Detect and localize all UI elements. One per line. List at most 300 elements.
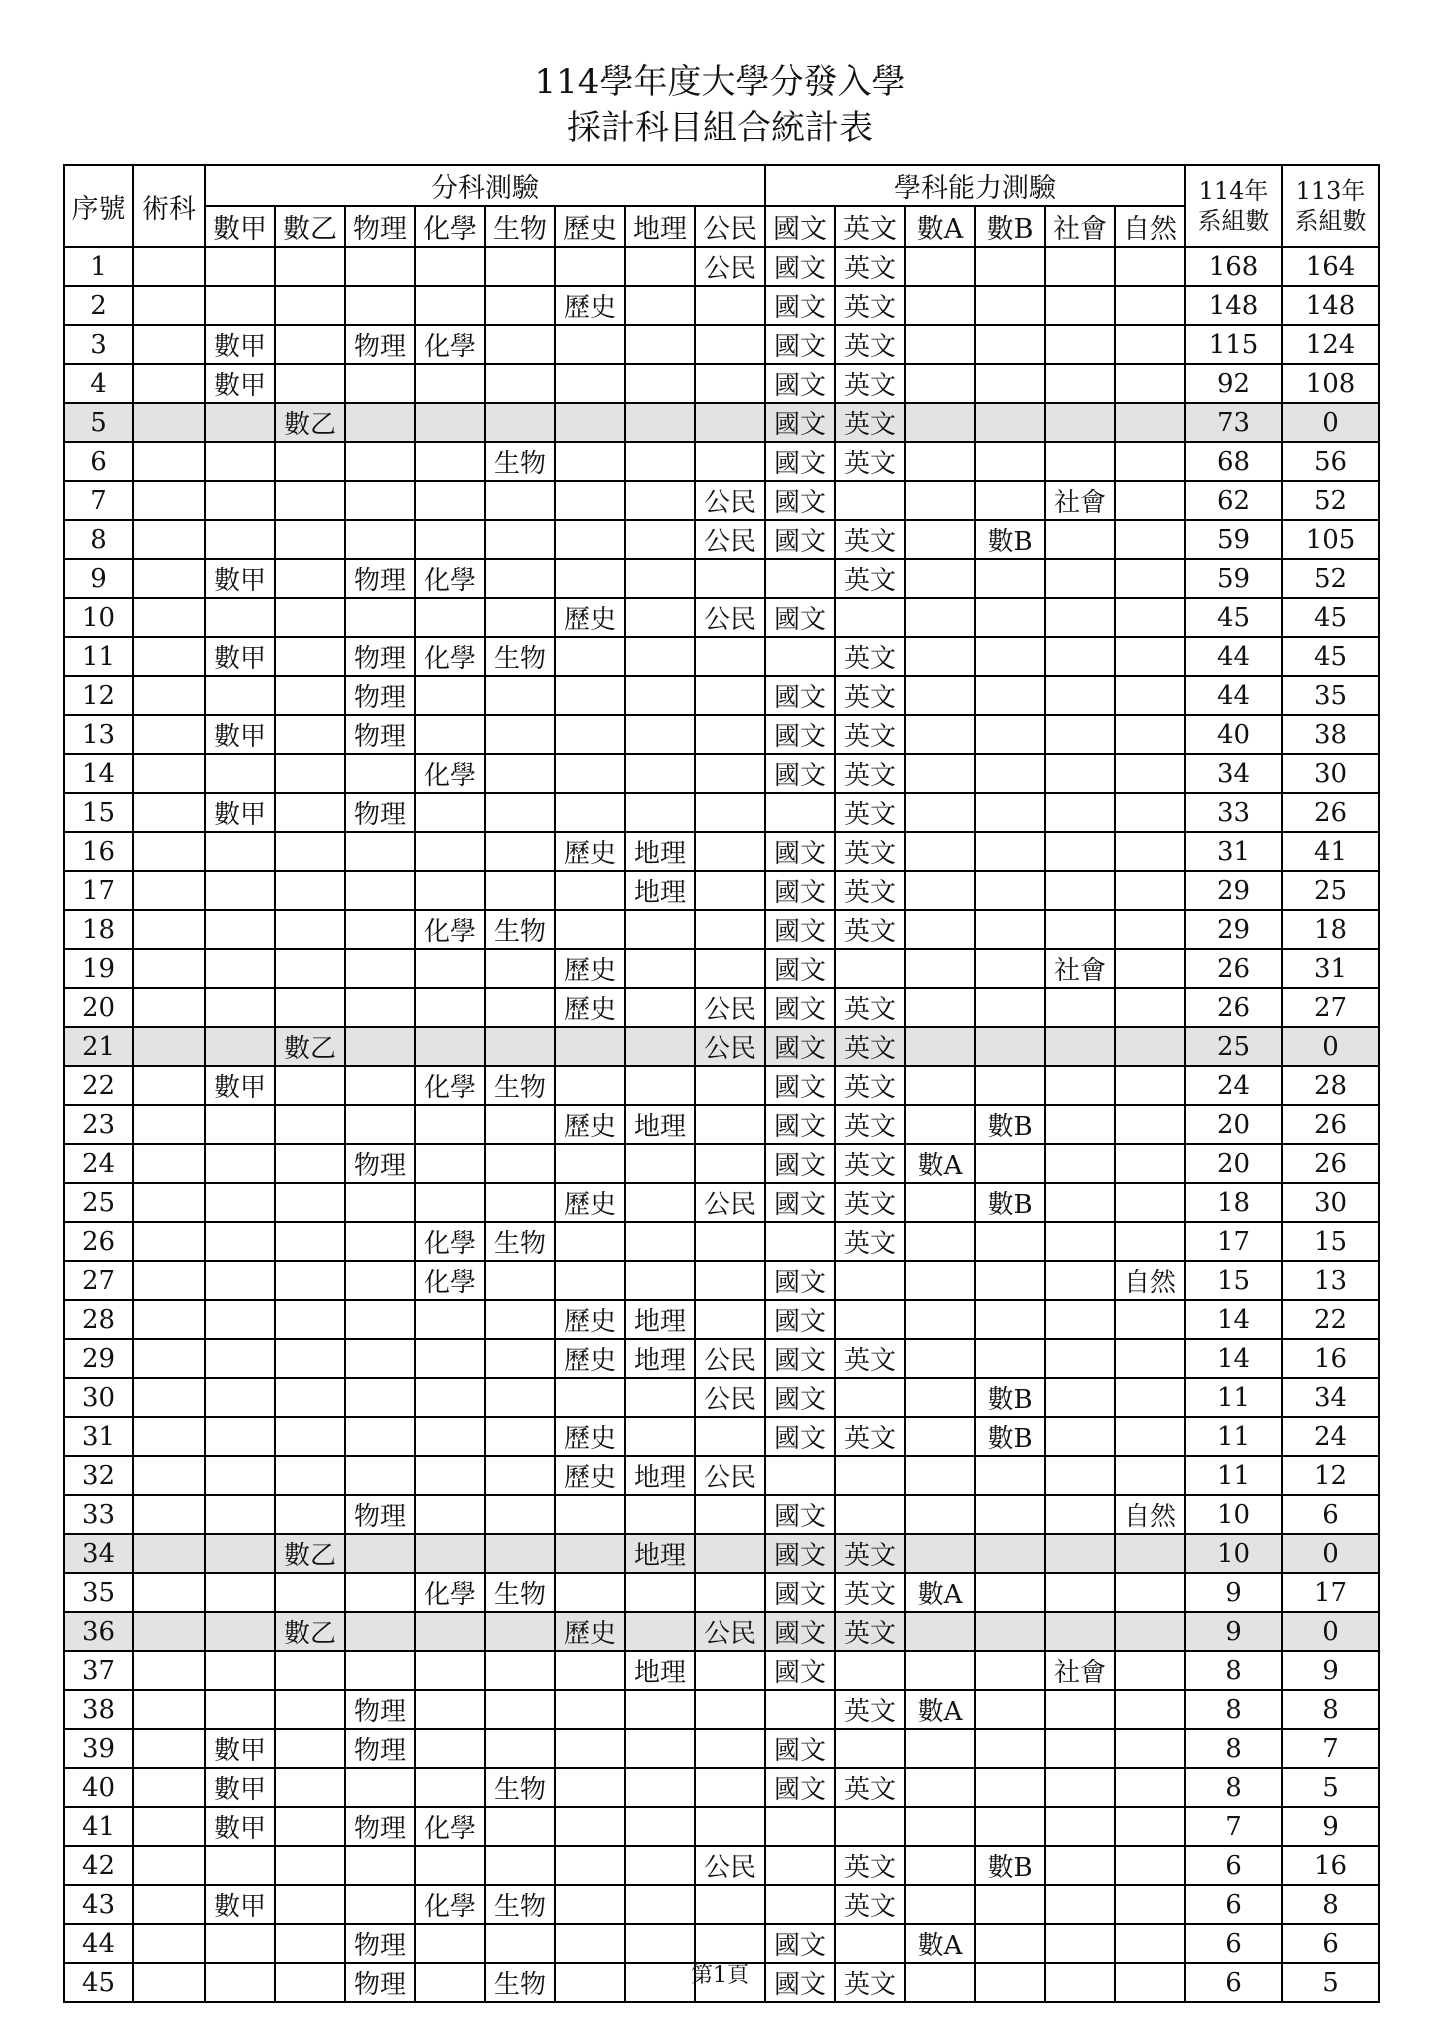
cell-subject — [415, 247, 485, 286]
cell-subject — [695, 676, 765, 715]
cell-seq: 43 — [64, 1885, 133, 1924]
header-count-114-line2: 系組數 — [1197, 207, 1270, 235]
cell-subject — [415, 1729, 485, 1768]
cell-subject — [205, 754, 275, 793]
cell-subject: 國文 — [765, 715, 835, 754]
cell-subject — [625, 988, 695, 1027]
cell-subject — [625, 520, 695, 559]
cell-subject — [695, 1105, 765, 1144]
table-row — [64, 1222, 1379, 1261]
header-subject: 地理 — [625, 206, 695, 247]
cell-subject — [345, 247, 415, 286]
cell-subject — [275, 1885, 345, 1924]
cell-subject — [695, 832, 765, 871]
cell-subject — [1115, 247, 1185, 286]
cell-subject — [415, 1417, 485, 1456]
cell-count-114: 31 — [1185, 832, 1282, 871]
cell-count-114: 8 — [1185, 1729, 1282, 1768]
cell-subject: 國文 — [765, 247, 835, 286]
cell-subject: 化學 — [415, 754, 485, 793]
cell-count-114: 10 — [1185, 1534, 1282, 1573]
cell-subject — [905, 1612, 975, 1651]
cell-subject: 生物 — [485, 1885, 555, 1924]
cell-subject — [275, 1456, 345, 1495]
cell-subject — [415, 676, 485, 715]
cell-arts — [133, 754, 205, 793]
cell-subject — [695, 1729, 765, 1768]
cell-subject — [975, 481, 1045, 520]
cell-subject — [905, 442, 975, 481]
cell-subject — [1045, 754, 1115, 793]
cell-subject — [555, 1495, 625, 1534]
cell-subject: 地理 — [625, 1456, 695, 1495]
cell-subject — [555, 1222, 625, 1261]
cell-seq: 14 — [64, 754, 133, 793]
cell-arts — [133, 481, 205, 520]
cell-subject: 公民 — [695, 1456, 765, 1495]
cell-subject — [485, 754, 555, 793]
cell-subject — [975, 1144, 1045, 1183]
cell-subject — [1045, 832, 1115, 871]
table-row — [64, 1573, 1379, 1612]
cell-count-113: 124 — [1282, 325, 1379, 364]
table-row — [64, 1534, 1379, 1573]
cell-subject — [1045, 1339, 1115, 1378]
cell-subject — [1115, 1612, 1185, 1651]
cell-subject — [625, 1222, 695, 1261]
cell-subject — [275, 1183, 345, 1222]
cell-subject — [975, 1690, 1045, 1729]
cell-subject — [275, 520, 345, 559]
cell-subject — [1115, 1651, 1185, 1690]
cell-subject — [765, 1222, 835, 1261]
cell-subject — [695, 1495, 765, 1534]
cell-count-113: 56 — [1282, 442, 1379, 481]
header-subject: 歷史 — [555, 206, 625, 247]
cell-count-114: 59 — [1185, 520, 1282, 559]
header-seq: 序號 — [64, 165, 133, 247]
cell-subject — [555, 1378, 625, 1417]
cell-subject: 英文 — [835, 1612, 905, 1651]
cell-subject — [975, 910, 1045, 949]
cell-subject: 數乙 — [275, 1027, 345, 1066]
table-row — [64, 1144, 1379, 1183]
cell-subject: 數甲 — [205, 364, 275, 403]
cell-count-113: 5 — [1282, 1963, 1379, 2002]
cell-subject — [1045, 1261, 1115, 1300]
cell-subject — [345, 520, 415, 559]
cell-subject — [415, 1144, 485, 1183]
cell-subject: 歷史 — [555, 949, 625, 988]
cell-subject — [485, 793, 555, 832]
cell-arts — [133, 1144, 205, 1183]
cell-subject: 化學 — [415, 1261, 485, 1300]
cell-subject — [835, 1300, 905, 1339]
cell-subject — [905, 637, 975, 676]
cell-subject — [905, 910, 975, 949]
cell-subject: 國文 — [765, 676, 835, 715]
cell-count-113: 18 — [1282, 910, 1379, 949]
cell-subject: 歷史 — [555, 1105, 625, 1144]
cell-subject — [555, 1651, 625, 1690]
cell-subject: 數A — [905, 1573, 975, 1612]
header-subject: 英文 — [835, 206, 905, 247]
cell-subject — [695, 949, 765, 988]
cell-subject: 國文 — [765, 325, 835, 364]
table-row — [64, 832, 1379, 871]
table-row — [64, 1378, 1379, 1417]
cell-subject — [345, 988, 415, 1027]
cell-count-113: 26 — [1282, 1144, 1379, 1183]
cell-subject — [205, 1222, 275, 1261]
cell-subject — [1115, 1066, 1185, 1105]
cell-subject: 國文 — [765, 1339, 835, 1378]
cell-subject — [1115, 832, 1185, 871]
cell-subject — [275, 286, 345, 325]
cell-subject — [905, 364, 975, 403]
cell-count-114: 68 — [1185, 442, 1282, 481]
cell-subject — [205, 1183, 275, 1222]
cell-subject — [555, 1066, 625, 1105]
cell-subject — [905, 247, 975, 286]
cell-subject — [485, 598, 555, 637]
cell-subject — [275, 988, 345, 1027]
cell-subject — [975, 1612, 1045, 1651]
cell-subject: 物理 — [345, 1495, 415, 1534]
cell-subject — [1115, 1222, 1185, 1261]
cell-subject: 社會 — [1045, 949, 1115, 988]
cell-subject — [1115, 910, 1185, 949]
cell-count-113: 148 — [1282, 286, 1379, 325]
cell-subject — [1045, 520, 1115, 559]
cell-count-113: 108 — [1282, 364, 1379, 403]
cell-subject — [555, 325, 625, 364]
cell-subject: 歷史 — [555, 598, 625, 637]
cell-subject — [765, 1456, 835, 1495]
cell-arts — [133, 286, 205, 325]
header-subject: 社會 — [1045, 206, 1115, 247]
cell-subject — [345, 1105, 415, 1144]
cell-subject: 數甲 — [205, 1807, 275, 1846]
cell-subject — [905, 1300, 975, 1339]
table-row — [64, 247, 1379, 286]
cell-subject — [275, 1846, 345, 1885]
cell-count-113: 28 — [1282, 1066, 1379, 1105]
cell-count-114: 7 — [1185, 1807, 1282, 1846]
header-group-a: 分科測驗 — [205, 165, 765, 206]
cell-subject — [345, 754, 415, 793]
cell-subject — [695, 286, 765, 325]
cell-subject — [485, 988, 555, 1027]
cell-subject: 地理 — [625, 832, 695, 871]
cell-subject — [1115, 1807, 1185, 1846]
cell-subject — [205, 1690, 275, 1729]
cell-subject — [485, 1729, 555, 1768]
cell-subject — [625, 364, 695, 403]
cell-subject: 公民 — [695, 247, 765, 286]
cell-subject — [1115, 676, 1185, 715]
cell-subject: 數甲 — [205, 793, 275, 832]
cell-subject — [345, 832, 415, 871]
cell-subject — [275, 247, 345, 286]
cell-subject — [345, 1573, 415, 1612]
cell-subject — [695, 1690, 765, 1729]
cell-subject: 國文 — [765, 1573, 835, 1612]
cell-subject — [485, 364, 555, 403]
cell-seq: 31 — [64, 1417, 133, 1456]
cell-subject — [1045, 1105, 1115, 1144]
table-row — [64, 598, 1379, 637]
cell-subject — [975, 1027, 1045, 1066]
cell-count-114: 20 — [1185, 1144, 1282, 1183]
cell-subject — [275, 1651, 345, 1690]
cell-subject: 數甲 — [205, 559, 275, 598]
cell-subject — [1115, 1183, 1185, 1222]
cell-subject — [345, 1066, 415, 1105]
cell-count-113: 34 — [1282, 1378, 1379, 1417]
cell-subject — [695, 871, 765, 910]
cell-subject — [905, 1261, 975, 1300]
table-row — [64, 1768, 1379, 1807]
cell-subject — [275, 481, 345, 520]
cell-subject — [1115, 1456, 1185, 1495]
cell-arts — [133, 1339, 205, 1378]
cell-count-114: 6 — [1185, 1963, 1282, 2002]
cell-count-114: 73 — [1185, 403, 1282, 442]
cell-subject — [625, 1378, 695, 1417]
cell-subject — [485, 1339, 555, 1378]
cell-subject — [625, 247, 695, 286]
cell-subject: 英文 — [835, 286, 905, 325]
cell-subject — [345, 364, 415, 403]
cell-subject — [905, 754, 975, 793]
cell-subject — [1045, 247, 1115, 286]
cell-subject — [835, 1456, 905, 1495]
cell-subject: 英文 — [835, 442, 905, 481]
cell-subject — [625, 1027, 695, 1066]
cell-count-114: 9 — [1185, 1612, 1282, 1651]
cell-arts — [133, 442, 205, 481]
cell-subject — [625, 949, 695, 988]
cell-subject: 生物 — [485, 1573, 555, 1612]
cell-count-113: 38 — [1282, 715, 1379, 754]
cell-subject — [415, 286, 485, 325]
cell-subject — [905, 1534, 975, 1573]
cell-seq: 35 — [64, 1573, 133, 1612]
cell-seq: 5 — [64, 403, 133, 442]
cell-subject — [275, 1300, 345, 1339]
cell-subject: 數甲 — [205, 1729, 275, 1768]
cell-count-114: 44 — [1185, 637, 1282, 676]
cell-subject — [345, 1183, 415, 1222]
cell-subject — [275, 793, 345, 832]
cell-subject — [765, 559, 835, 598]
cell-subject — [625, 793, 695, 832]
cell-subject — [905, 832, 975, 871]
header-group-b: 學科能力測驗 — [765, 165, 1185, 206]
cell-subject — [975, 832, 1045, 871]
cell-subject: 英文 — [835, 1846, 905, 1885]
cell-subject: 國文 — [765, 988, 835, 1027]
table-row — [64, 1885, 1379, 1924]
cell-subject: 生物 — [485, 1066, 555, 1105]
cell-subject — [975, 637, 1045, 676]
cell-subject — [205, 1573, 275, 1612]
cell-count-114: 17 — [1185, 1222, 1282, 1261]
cell-subject — [625, 1885, 695, 1924]
cell-subject — [1115, 1885, 1185, 1924]
cell-subject — [1115, 559, 1185, 598]
cell-arts — [133, 1222, 205, 1261]
cell-subject — [205, 403, 275, 442]
cell-subject — [345, 910, 415, 949]
cell-subject: 國文 — [765, 832, 835, 871]
cell-subject — [345, 949, 415, 988]
cell-subject — [275, 559, 345, 598]
header-subject: 數甲 — [205, 206, 275, 247]
cell-subject — [905, 1495, 975, 1534]
cell-seq: 17 — [64, 871, 133, 910]
cell-subject — [975, 286, 1045, 325]
table-row — [64, 793, 1379, 832]
cell-subject: 英文 — [835, 910, 905, 949]
cell-count-114: 148 — [1185, 286, 1282, 325]
cell-arts — [133, 832, 205, 871]
cell-subject: 數A — [905, 1144, 975, 1183]
cell-subject — [275, 1339, 345, 1378]
cell-seq: 40 — [64, 1768, 133, 1807]
cell-subject: 國文 — [765, 1768, 835, 1807]
cell-seq: 10 — [64, 598, 133, 637]
cell-arts — [133, 325, 205, 364]
header-count-113-line2: 系組數 — [1294, 207, 1367, 235]
cell-subject — [415, 1534, 485, 1573]
cell-arts — [133, 1105, 205, 1144]
cell-subject — [1045, 286, 1115, 325]
cell-subject — [905, 1417, 975, 1456]
cell-subject — [905, 1729, 975, 1768]
cell-subject — [345, 1222, 415, 1261]
table-row — [64, 1417, 1379, 1456]
cell-count-113: 5 — [1282, 1768, 1379, 1807]
cell-subject — [625, 1846, 695, 1885]
cell-subject — [485, 1378, 555, 1417]
cell-subject: 社會 — [1045, 481, 1115, 520]
cell-arts — [133, 520, 205, 559]
cell-subject — [765, 1885, 835, 1924]
cell-subject — [555, 793, 625, 832]
cell-subject — [555, 1729, 625, 1768]
cell-subject — [275, 1573, 345, 1612]
cell-subject — [415, 1300, 485, 1339]
cell-subject: 國文 — [765, 364, 835, 403]
cell-count-114: 11 — [1185, 1378, 1282, 1417]
cell-subject — [485, 1612, 555, 1651]
cell-subject — [695, 325, 765, 364]
cell-subject — [415, 871, 485, 910]
cell-subject — [905, 1066, 975, 1105]
cell-subject — [485, 1027, 555, 1066]
cell-subject — [625, 481, 695, 520]
cell-subject: 物理 — [345, 1144, 415, 1183]
cell-count-114: 26 — [1185, 949, 1282, 988]
cell-subject — [415, 598, 485, 637]
cell-subject — [695, 637, 765, 676]
cell-subject — [625, 1768, 695, 1807]
cell-seq: 20 — [64, 988, 133, 1027]
cell-subject: 數B — [975, 1417, 1045, 1456]
cell-subject: 化學 — [415, 637, 485, 676]
cell-subject: 國文 — [765, 1183, 835, 1222]
cell-subject — [205, 1534, 275, 1573]
cell-subject: 物理 — [345, 1807, 415, 1846]
cell-subject — [555, 1846, 625, 1885]
cell-arts — [133, 715, 205, 754]
cell-subject: 國文 — [765, 1495, 835, 1534]
cell-seq: 13 — [64, 715, 133, 754]
cell-subject — [835, 1807, 905, 1846]
cell-subject — [1045, 1534, 1115, 1573]
cell-arts — [133, 403, 205, 442]
cell-arts — [133, 1534, 205, 1573]
cell-subject: 物理 — [345, 637, 415, 676]
cell-arts — [133, 247, 205, 286]
cell-subject: 英文 — [835, 247, 905, 286]
cell-subject — [905, 1651, 975, 1690]
cell-subject — [975, 1261, 1045, 1300]
cell-subject: 英文 — [835, 559, 905, 598]
cell-subject — [205, 1339, 275, 1378]
cell-subject — [695, 715, 765, 754]
cell-arts — [133, 1690, 205, 1729]
header-subject: 數乙 — [275, 206, 345, 247]
cell-subject — [205, 1612, 275, 1651]
table-row — [64, 442, 1379, 481]
cell-subject — [625, 1690, 695, 1729]
cell-subject — [555, 559, 625, 598]
cell-subject: 國文 — [765, 871, 835, 910]
cell-subject: 英文 — [835, 715, 905, 754]
cell-subject — [975, 949, 1045, 988]
cell-seq: 23 — [64, 1105, 133, 1144]
cell-subject — [205, 1456, 275, 1495]
cell-subject: 英文 — [835, 1066, 905, 1105]
cell-subject — [625, 1495, 695, 1534]
cell-subject — [1115, 988, 1185, 1027]
cell-subject — [1045, 793, 1115, 832]
cell-seq: 11 — [64, 637, 133, 676]
cell-subject — [485, 1417, 555, 1456]
table-row — [64, 1027, 1379, 1066]
cell-subject: 公民 — [695, 988, 765, 1027]
cell-seq: 30 — [64, 1378, 133, 1417]
cell-subject — [345, 1534, 415, 1573]
cell-subject — [415, 715, 485, 754]
cell-subject — [765, 637, 835, 676]
cell-subject — [1115, 754, 1185, 793]
cell-count-113: 27 — [1282, 988, 1379, 1027]
cell-subject — [905, 1885, 975, 1924]
cell-subject: 生物 — [485, 637, 555, 676]
cell-subject — [975, 793, 1045, 832]
table-row — [64, 871, 1379, 910]
header-subject: 化學 — [415, 206, 485, 247]
cell-subject — [205, 1846, 275, 1885]
cell-subject — [975, 988, 1045, 1027]
cell-count-113: 105 — [1282, 520, 1379, 559]
cell-count-113: 16 — [1282, 1339, 1379, 1378]
cell-subject — [835, 598, 905, 637]
